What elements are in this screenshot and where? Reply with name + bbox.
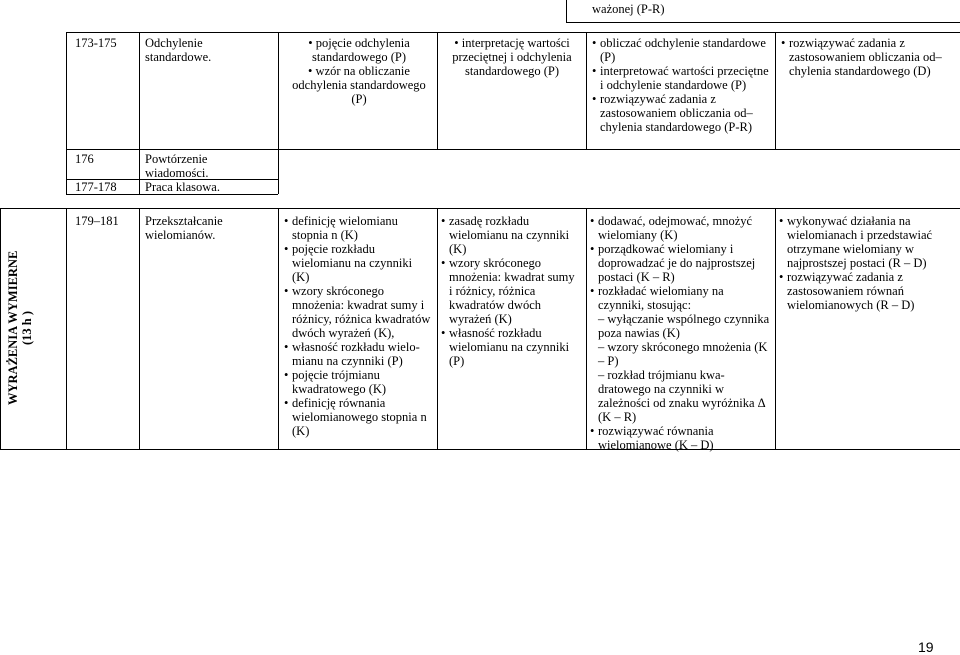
row1-c5-item: • interpretować wartości przeciętne i odchylenie standardowe (P) [592, 64, 772, 92]
row4-c4-item: • własność rozkładu wielomianu na czynniki (P) [441, 326, 581, 368]
row4-c5-item: • rozkładać wielomiany na czynniki, stosując: [590, 284, 770, 312]
section-title: WYRAŻENIA WYMIERNE (13 h ) [6, 250, 34, 405]
row4-c5-subitem: – wzory skróconego mnożenia (K – P) [598, 340, 768, 368]
row1-c5-item: • rozwiązywać zadania z zastosowaniem obliczania od– chylenia standardowego (P-R) [592, 92, 772, 134]
top-fragment: ważonej (P-R) [592, 2, 665, 16]
row4-c5-subitem: – wyłączanie wspólnego czynnika poza nawias (K) [598, 312, 770, 340]
row4-number: 179–181 [75, 214, 119, 228]
row3-topic: Praca klasowa. [145, 180, 220, 194]
row4-c3-item: • pojęcie trójmianu kwadratowego (K) [284, 368, 432, 396]
row4-c4-item: • wzory skróconego mnożenia: kwadrat sumy i różnicy, różnica kwadratów dwóch wyrażeń (K) [441, 256, 581, 326]
row4-c3-item: • własność rozkładu wielo- mianu na czynniki (P) [284, 340, 432, 368]
row4-skills [590, 214, 770, 452]
row1-c4-text: interpretację wartości przeciętnej i odchylenia standardowego (P) [452, 36, 572, 78]
row1-topic: Odchylenie standardowe. [145, 36, 212, 64]
row1-number: 173-175 [75, 36, 117, 50]
row4-c3-item: • definicję równania wielomianowego stopnia n (K) [284, 396, 432, 438]
page-number: 19 [918, 639, 934, 655]
row4-c5-item: • dodawać, odejmować, mnożyć wielomiany (K) [590, 214, 770, 242]
row4-c5-item: • rozwiązywać równania wielomianowe (K – D) [590, 424, 770, 452]
row4-c3-item: • pojęcie rozkładu wielomianu na czynniki (K) [284, 242, 432, 284]
row4-c6-item: • wykonywać działania na wielomianach i przedstawiać otrzymane wielomiany w najprostszej postaci (R – D) [779, 214, 954, 270]
row1-c5-item: • obliczać odchylenie standardowe (P) [592, 36, 772, 64]
row1-advanced [781, 36, 951, 78]
row1-c6-item: • rozwiązywać zadania z zastosowaniem obliczania od– chylenia standardowego (D) [781, 36, 951, 78]
row1-knowledge: • pojęcie odchylenia standardowego (P) • wzór na obliczanie odchylenia standardowego (P) [292, 36, 426, 106]
row4-advanced [779, 214, 954, 312]
row3-number: 177-178 [75, 180, 117, 194]
row4-c6-item: • rozwiązywać zadania z zastosowaniem równań wielomianowych (R – D) [779, 270, 954, 312]
row2-topic: Powtórzenie wiadomości. [145, 152, 209, 180]
row1-skills [592, 36, 772, 134]
row4-c5-subitem: – rozkład trójmianu kwa- dratowego na czynniki w zależności od znaku wyróżnika Δ (K – R) [598, 368, 766, 424]
row4-knowledge [284, 214, 432, 438]
row4-topic: Przekształcanie wielomianów. [145, 214, 223, 242]
row4-c3-item: • definicję wielomianu stopnia n (K) [284, 214, 432, 242]
row4-c4-item: • zasadę rozkładu wielomianu na czynniki (K) [441, 214, 581, 256]
row2-number: 176 [75, 152, 94, 166]
row1-c3-item: pojęcie odchylenia standardowego (P) [311, 36, 410, 64]
row4-c3-item: • wzory skróconego mnożenia: kwadrat sumy i różnicy, różnica kwadratów dwóch wyrażeń (K), [284, 284, 432, 340]
row1-understanding: • interpretację wartości przeciętnej i odchylenia standardowego (P) [452, 36, 572, 78]
row4-c5-item: • porządkować wielomiany i doprowadzać je do najprostszej postaci (K – R) [590, 242, 770, 284]
row1-c3-item: wzór na obliczanie odchylenia standardowego (P) [292, 64, 426, 106]
row4-understanding [441, 214, 581, 368]
